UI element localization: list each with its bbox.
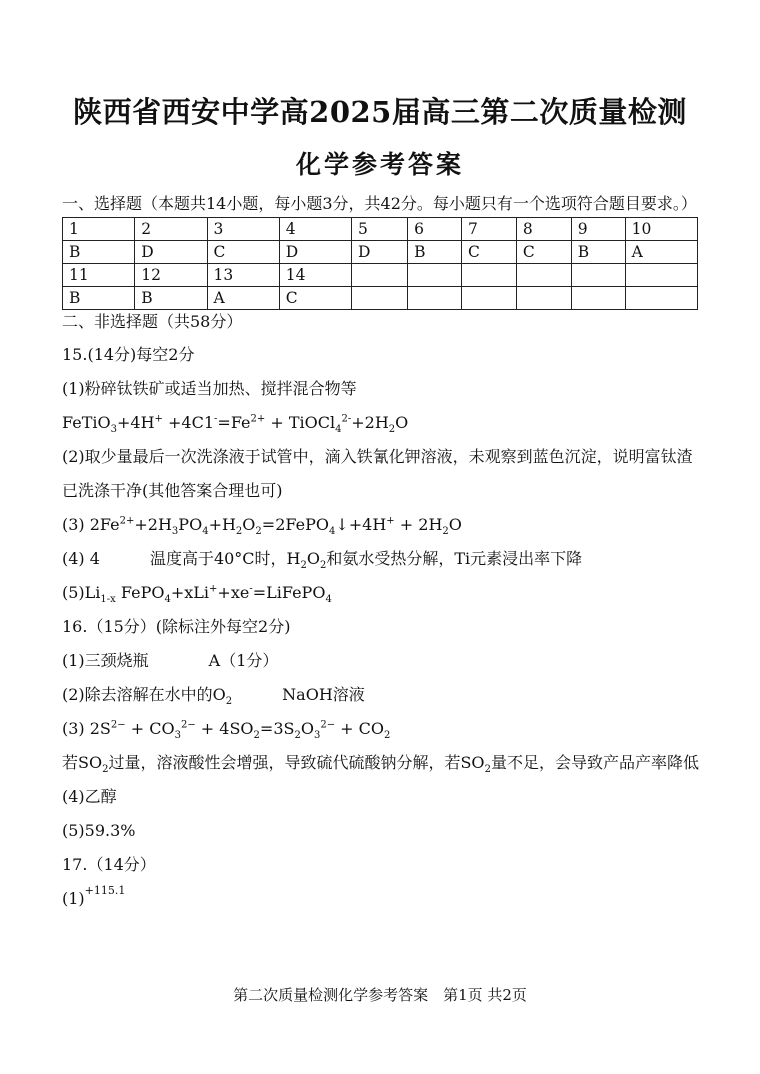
section1-intro: 一、选择题（本题共14小题，每小题3分，共42分。每小题只有一个选项符合题目要求。） xyxy=(62,194,697,213)
answer-table xyxy=(62,217,698,310)
answer-table-cell: 6 xyxy=(408,218,462,241)
answer-table-cell: B xyxy=(571,241,625,264)
section2-heading: 二、非选择题（共58分） xyxy=(62,312,243,331)
answer-table-cell xyxy=(625,264,697,287)
answer-table-cell: 3 xyxy=(207,218,279,241)
answer-table-cell: C xyxy=(207,241,279,264)
answer-table-cell xyxy=(461,264,516,287)
q15-answer-1: (1)粉碎钛铁矿或适当加热、搅拌混合物等 xyxy=(62,379,357,398)
q16-equation-3: (3) $2S^{2-} + CO_3^{2-} + 4SO_2=3S_2O_3^{2-} + CO_2$ xyxy=(62,719,391,742)
q16-header: 16.（15分）(除标注外每空2分) xyxy=(62,617,291,636)
answer-table-cell: 5 xyxy=(352,218,408,241)
answer-table-cell: 2 xyxy=(135,218,207,241)
answer-table-cell xyxy=(461,287,516,310)
q15-equation-1: FeTiO$_3$+4H+ $+4C1^-=Fe^{2+}$ + $TiOCl_4^{2-}+2H_2O$ xyxy=(62,413,409,436)
answer-table-row xyxy=(63,218,698,241)
answer-table-cell: A xyxy=(625,241,697,264)
answer-table-cell: 11 xyxy=(63,264,135,287)
answer-table-cell: B xyxy=(135,287,207,310)
answer-table-cell xyxy=(571,287,625,310)
answer-table-cell xyxy=(516,264,571,287)
page-footer: 第二次质量检测化学参考答案 第1页 共2页 xyxy=(233,986,527,1004)
q16-answer-1: (1)三颈烧瓶 A（1分） xyxy=(62,651,279,670)
answer-table-cell: B xyxy=(408,241,462,264)
answer-table-cell: 4 xyxy=(279,218,351,241)
answer-table-cell: C xyxy=(461,241,516,264)
answer-table-cell xyxy=(571,264,625,287)
q17-header: 17.（14分） xyxy=(62,855,156,874)
answer-table-cell: 13 xyxy=(207,264,279,287)
q15-equation-3: (3) $2Fe^{2+}+2H_3PO_4+H_2O_2=2FePO_4↓+4H^+ + 2H_2O$ xyxy=(62,515,462,538)
q16-answer-3-explanation: 若$SO_2$过量，溶液酸性会增强，导致硫代硫酸钠分解，若$SO_2$量不足，会导致产品产率降低 xyxy=(62,753,699,776)
answer-table-cell: 12 xyxy=(135,264,207,287)
answer-table-cell xyxy=(352,264,408,287)
answer-table-cell: C xyxy=(516,241,571,264)
answer-table-cell: 10 xyxy=(625,218,697,241)
answer-table-cell: C xyxy=(279,287,351,310)
answer-table-cell xyxy=(516,287,571,310)
answer-table-row xyxy=(63,241,698,264)
answer-table-row xyxy=(63,287,698,310)
answer-table-cell: D xyxy=(135,241,207,264)
answer-table-cell: 8 xyxy=(516,218,571,241)
answer-table-cell: 1 xyxy=(63,218,135,241)
answer-content xyxy=(62,192,702,916)
answer-table-cell: D xyxy=(352,241,408,264)
answer-table-cell xyxy=(408,264,462,287)
answer-table-cell: A xyxy=(207,287,279,310)
answer-table-cell: B xyxy=(63,241,135,264)
q17-answer-1: $(1)^{+115.1}$ xyxy=(62,884,126,908)
q16-answer-5: (5)59.3% xyxy=(62,821,136,840)
q16-answer-2: (2)除去溶解在水中的$O_2$ NaOH溶液 xyxy=(62,685,365,708)
answer-table-cell: D xyxy=(279,241,351,264)
document-title: 陕西省西安中学高2025届高三第二次质量检测 xyxy=(73,95,687,129)
q15-answer-2: (2)取少量最后一次洗涤液于试管中，滴入铁氰化钾溶液，未观察到蓝色沉淀，说明富钛渣已洗涤干净(其他答案合理也可) xyxy=(62,447,693,500)
answer-table-cell xyxy=(352,287,408,310)
answer-table-cell: 7 xyxy=(461,218,516,241)
answer-table-cell: 14 xyxy=(279,264,351,287)
answer-table-cell xyxy=(625,287,697,310)
q16-answer-4: (4)乙醇 xyxy=(62,787,117,806)
answer-table-cell: B xyxy=(63,287,135,310)
answer-table-cell: 9 xyxy=(571,218,625,241)
q15-header: 15.(14分)每空2分 xyxy=(62,345,195,364)
answer-table-row xyxy=(63,264,698,287)
q15-answer-4: (4) 4 温度高于40°C时，$H_2O_2$和氨水受热分解，Ti元素浸出率下降 xyxy=(62,549,583,572)
answer-table-cell xyxy=(408,287,462,310)
document-subtitle: 化学参考答案 xyxy=(295,150,464,179)
q15-equation-5: $(5)Li_{1-x}$ FePO$_4$+xLi++xe-=LiFePO$_4$ xyxy=(62,583,332,606)
